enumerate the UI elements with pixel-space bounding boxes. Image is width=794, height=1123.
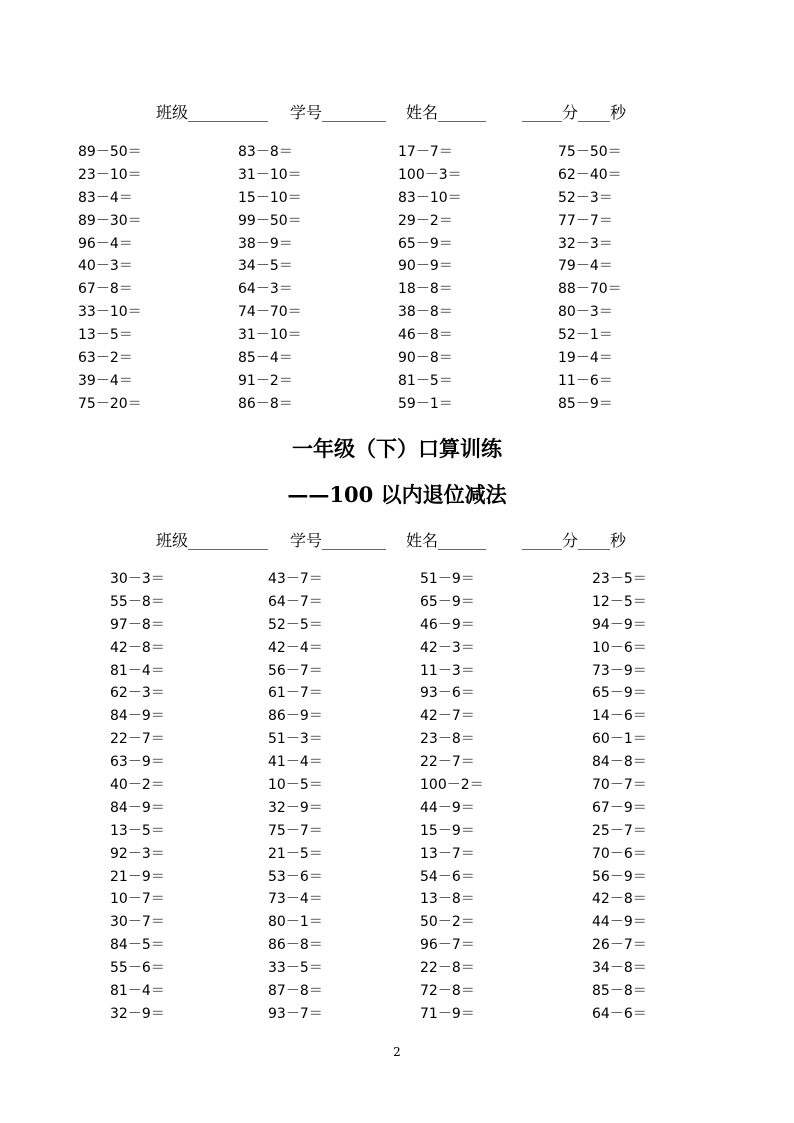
subtraction-problem: 61－7＝: [268, 685, 323, 702]
problem-row: [0, 370, 794, 393]
subtraction-problem: 52－3＝: [558, 189, 613, 206]
subtraction-problem: 10－6＝: [592, 639, 647, 656]
subtraction-problem: 70－6＝: [592, 845, 647, 862]
subtraction-problem: 90－8＝: [398, 350, 453, 367]
subtraction-problem: 23－5＝: [592, 571, 647, 587]
subtraction-problem: 64－3＝: [238, 281, 293, 298]
subtraction-problem: 85－8＝: [592, 983, 647, 1000]
subtraction-problem: 56－7＝: [268, 662, 323, 679]
subtraction-problem: 63－9＝: [110, 754, 165, 771]
problem-row: [0, 888, 794, 911]
problem-row: [0, 820, 794, 843]
class-field-label: 班级__________: [156, 103, 269, 122]
subtraction-problem: 100－3＝: [398, 166, 462, 183]
subtraction-problem: 60－1＝: [592, 731, 647, 748]
subtraction-problem: 83－4＝: [78, 189, 133, 206]
subtraction-problem: 22－7＝: [110, 731, 165, 748]
subtraction-problem: 46－8＝: [398, 327, 453, 344]
subtraction-problem: 86－8＝: [238, 395, 293, 412]
subtraction-problem: 51－9＝: [420, 571, 475, 587]
subtraction-problem: 88－70＝: [558, 281, 622, 298]
subtraction-problem: 84－9＝: [110, 799, 165, 816]
subtraction-problem: 21－9＝: [110, 868, 165, 885]
subtraction-problem: 32－3＝: [558, 235, 613, 252]
subtraction-problem: 75－20＝: [78, 395, 142, 412]
subtraction-problem: 81－4＝: [110, 662, 165, 679]
subtraction-problem: 91－2＝: [238, 372, 293, 389]
subtraction-problem: 40－3＝: [78, 258, 133, 275]
subtraction-problem: 29－2＝: [398, 212, 453, 229]
subtraction-problem: 97－8＝: [110, 616, 165, 633]
subtraction-problem: 73－9＝: [592, 662, 647, 679]
subtraction-problem: 67－9＝: [592, 799, 647, 816]
subtraction-problem: 93－6＝: [420, 685, 475, 702]
problem-row: [0, 843, 794, 866]
problem-row: [0, 347, 794, 370]
subtraction-problem: 40－2＝: [110, 777, 165, 794]
subtraction-problem: 11－3＝: [420, 662, 475, 679]
subtraction-problem: 80－3＝: [558, 304, 613, 321]
subtraction-problem: 96－7＝: [420, 937, 475, 954]
subtraction-problem: 83－8＝: [238, 144, 293, 160]
subtraction-problem: 23－10＝: [78, 166, 142, 183]
subtraction-problem: 89－30＝: [78, 212, 142, 229]
worksheet-title: 一年级（下）口算训练: [292, 436, 502, 461]
subtraction-problem: 56－9＝: [592, 868, 647, 885]
subtraction-problem: 81－4＝: [110, 983, 165, 1000]
subtraction-problem: 79－4＝: [558, 258, 613, 275]
subtraction-problem: 42－4＝: [268, 639, 323, 656]
subtraction-problem: 65－9＝: [398, 235, 453, 252]
subtraction-problem: 22－8＝: [420, 960, 475, 977]
subtraction-problem: 64－7＝: [268, 593, 323, 610]
subtraction-problem: 87－8＝: [268, 983, 323, 1000]
subtraction-problem: 25－7＝: [592, 822, 647, 839]
subtraction-problem: 86－9＝: [268, 708, 323, 725]
subtraction-problem: 34－8＝: [592, 960, 647, 977]
subtraction-problem: 13－7＝: [420, 845, 475, 862]
subtraction-problem: 22－7＝: [420, 754, 475, 771]
subtraction-problem: 23－8＝: [420, 731, 475, 748]
subtraction-problem: 100－2＝: [420, 777, 484, 794]
subtraction-problem: 50－2＝: [420, 914, 475, 931]
subtraction-problem: 70－7＝: [592, 777, 647, 794]
problem-grid-1: [0, 141, 794, 416]
subtraction-problem: 62－40＝: [558, 166, 622, 183]
problem-row: [0, 682, 794, 705]
problem-row: [0, 141, 794, 164]
subtraction-problem: 92－3＝: [110, 845, 165, 862]
subtraction-problem: 26－7＝: [592, 937, 647, 954]
subtraction-problem: 59－1＝: [398, 395, 453, 412]
subtraction-problem: 86－8＝: [268, 937, 323, 954]
subtraction-problem: 43－7＝: [268, 571, 323, 587]
problem-grid-2: [0, 568, 794, 1026]
subtraction-problem: 75－7＝: [268, 822, 323, 839]
subtraction-problem: 42－8＝: [110, 639, 165, 656]
subtraction-problem: 41－4＝: [268, 754, 323, 771]
subtraction-problem: 65－9＝: [592, 685, 647, 702]
problem-row: [0, 980, 794, 1003]
subtraction-problem: 62－3＝: [110, 685, 165, 702]
subtraction-problem: 18－8＝: [398, 281, 453, 298]
subtraction-problem: 33－10＝: [78, 304, 142, 321]
subtraction-problem: 11－6＝: [558, 372, 613, 389]
subtraction-problem: 64－6＝: [592, 1005, 647, 1022]
problem-row: [0, 393, 794, 416]
problem-row: [0, 614, 794, 637]
subtraction-problem: 81－5＝: [398, 372, 453, 389]
problem-row: [0, 210, 794, 233]
problem-row: [0, 591, 794, 614]
score-time-field-label: _____分____秒: [522, 531, 627, 550]
subtraction-problem: 55－6＝: [110, 960, 165, 977]
subtraction-problem: 55－8＝: [110, 593, 165, 610]
subtraction-problem: 17－7＝: [398, 144, 453, 160]
subtraction-problem: 21－5＝: [268, 845, 323, 862]
subtraction-problem: 15－10＝: [238, 189, 302, 206]
problem-row: [0, 233, 794, 256]
subtraction-problem: 72－8＝: [420, 983, 475, 1000]
problem-row: [0, 866, 794, 889]
subtraction-problem: 14－6＝: [592, 708, 647, 725]
problem-row: [0, 255, 794, 278]
subtraction-problem: 10－7＝: [110, 891, 165, 908]
subtraction-problem: 89－50＝: [78, 144, 142, 160]
subtraction-problem: 13－5＝: [78, 327, 133, 344]
subtraction-problem: 85－9＝: [558, 395, 613, 412]
subtraction-problem: 33－5＝: [268, 960, 323, 977]
subtraction-problem: 67－8＝: [78, 281, 133, 298]
subtraction-problem: 83－10＝: [398, 189, 462, 206]
subtraction-problem: 53－6＝: [268, 868, 323, 885]
subtraction-problem: 38－8＝: [398, 304, 453, 321]
problem-row: [0, 797, 794, 820]
subtraction-problem: 75－50＝: [558, 144, 622, 160]
problem-row: [0, 1003, 794, 1026]
problem-row: [0, 324, 794, 347]
subtraction-problem: 85－4＝: [238, 350, 293, 367]
subtraction-problem: 93－7＝: [268, 1005, 323, 1022]
subtraction-problem: 15－9＝: [420, 822, 475, 839]
subtraction-problem: 34－5＝: [238, 258, 293, 275]
subtraction-problem: 42－8＝: [592, 891, 647, 908]
subtraction-problem: 80－1＝: [268, 914, 323, 931]
subtraction-problem: 30－3＝: [110, 571, 165, 587]
problem-row: [0, 957, 794, 980]
subtraction-problem: 12－5＝: [592, 593, 647, 610]
problem-row: [0, 934, 794, 957]
subtraction-problem: 52－1＝: [558, 327, 613, 344]
subtraction-problem: 84－8＝: [592, 754, 647, 771]
subtraction-problem: 42－7＝: [420, 708, 475, 725]
subtraction-problem: 71－9＝: [420, 1005, 475, 1022]
subtraction-problem: 10－5＝: [268, 777, 323, 794]
subtraction-problem: 13－8＝: [420, 891, 475, 908]
name-field-label: 姓名______: [406, 531, 487, 550]
subtraction-problem: 90－9＝: [398, 258, 453, 275]
subtraction-problem: 31－10＝: [238, 166, 302, 183]
subtraction-problem: 39－4＝: [78, 372, 133, 389]
subtraction-problem: 73－4＝: [268, 891, 323, 908]
subtraction-problem: 84－5＝: [110, 937, 165, 954]
problem-row: [0, 774, 794, 797]
student-info-header: [0, 100, 794, 124]
subtraction-problem: 32－9＝: [110, 1005, 165, 1022]
subtraction-problem: 77－7＝: [558, 212, 613, 229]
subtraction-problem: 13－5＝: [110, 822, 165, 839]
subtraction-problem: 54－6＝: [420, 868, 475, 885]
subtraction-problem: 44－9＝: [592, 914, 647, 931]
student-info-header-2: [0, 528, 794, 552]
subtraction-problem: 46－9＝: [420, 616, 475, 633]
problem-row: [0, 187, 794, 210]
problem-row: [0, 301, 794, 324]
problem-row: [0, 911, 794, 934]
subtraction-problem: 99－50＝: [238, 212, 302, 229]
problem-row: [0, 660, 794, 683]
problem-row: [0, 751, 794, 774]
subtraction-problem: 96－4＝: [78, 235, 133, 252]
score-time-field-label: _____分____秒: [522, 103, 627, 122]
problem-row: [0, 568, 794, 591]
subtraction-problem: 52－5＝: [268, 616, 323, 633]
problem-row: [0, 278, 794, 301]
worksheet-subtitle: ——100 以内退位减法: [287, 482, 507, 507]
subtraction-problem: 32－9＝: [268, 799, 323, 816]
subtraction-problem: 63－2＝: [78, 350, 133, 367]
subtraction-problem: 19－4＝: [558, 350, 613, 367]
student-id-field-label: 学号________: [290, 531, 387, 550]
subtraction-problem: 31－10＝: [238, 327, 302, 344]
class-field-label: 班级__________: [156, 531, 269, 550]
subtraction-problem: 38－9＝: [238, 235, 293, 252]
subtraction-problem: 84－9＝: [110, 708, 165, 725]
student-id-field-label: 学号________: [290, 103, 387, 122]
name-field-label: 姓名______: [406, 103, 487, 122]
subtraction-problem: 65－9＝: [420, 593, 475, 610]
problem-row: [0, 728, 794, 751]
subtraction-problem: 44－9＝: [420, 799, 475, 816]
subtraction-problem: 30－7＝: [110, 914, 165, 931]
subtraction-problem: 51－3＝: [268, 731, 323, 748]
subtraction-problem: 42－3＝: [420, 639, 475, 656]
page-number: 2: [393, 1045, 401, 1059]
problem-row: [0, 637, 794, 660]
problem-row: [0, 705, 794, 728]
subtraction-problem: 94－9＝: [592, 616, 647, 633]
problem-row: [0, 164, 794, 187]
subtraction-problem: 74－70＝: [238, 304, 302, 321]
